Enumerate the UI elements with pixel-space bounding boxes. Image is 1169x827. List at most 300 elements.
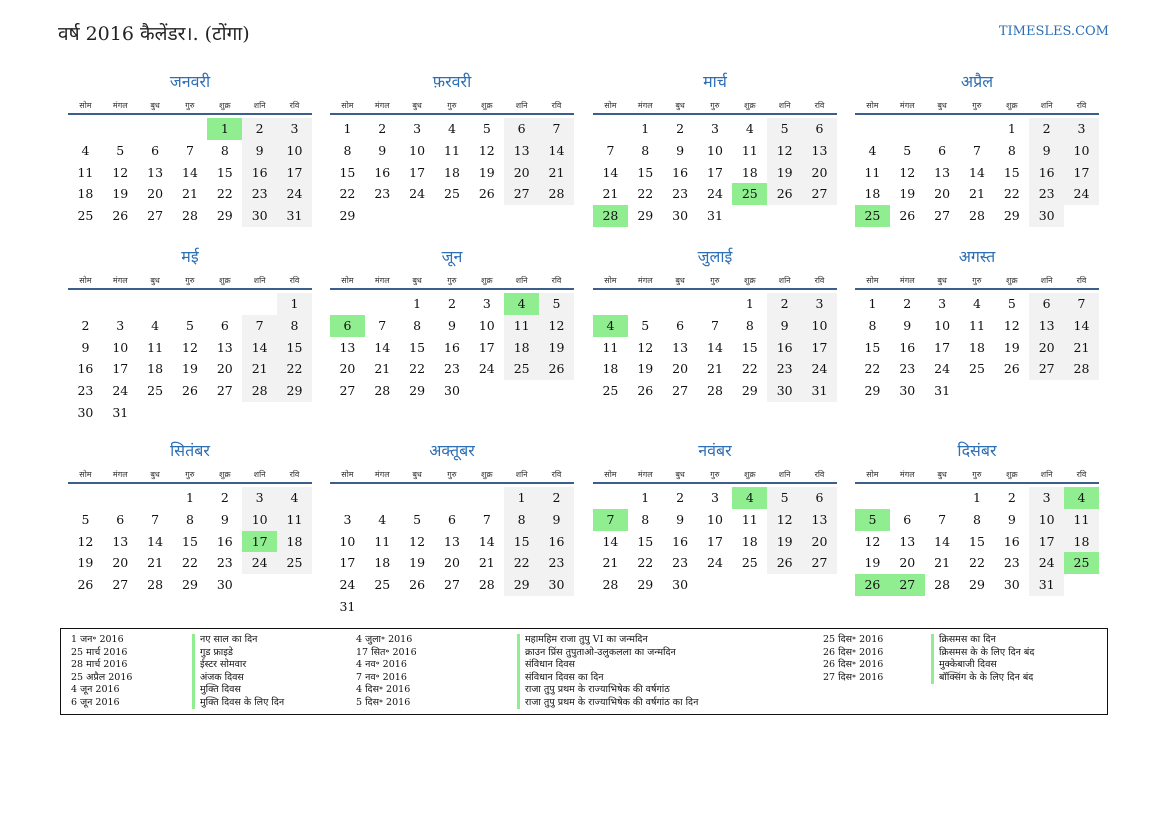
day-cell[interactable]: 29 — [1003, 208, 1020, 224]
day-cell[interactable]: 15 — [969, 533, 985, 549]
day-cell[interactable]: 13 — [147, 164, 164, 180]
day-cell[interactable]: 15 — [741, 339, 758, 355]
day-cell[interactable]: 8 — [220, 142, 229, 158]
day-cell[interactable]: 21 — [242, 358, 277, 380]
day-cell[interactable]: 25 — [504, 358, 539, 380]
holiday-day-cell[interactable]: 26 — [855, 574, 890, 596]
day-cell[interactable]: 26 — [77, 577, 94, 593]
day-cell[interactable]: 22 — [339, 186, 356, 202]
day-cell[interactable]: 7 — [938, 511, 947, 527]
day-cell[interactable]: 5 — [185, 317, 194, 333]
day-cell[interactable]: 15 — [339, 164, 356, 180]
day-cell[interactable]: 23 — [1029, 183, 1064, 205]
day-cell[interactable]: 1 — [641, 490, 650, 505]
day-cell[interactable]: 12 — [409, 533, 426, 549]
day-cell[interactable]: 30 — [767, 380, 802, 402]
day-cell[interactable]: 9 — [676, 511, 685, 527]
day-cell[interactable]: 2 — [1007, 490, 1016, 505]
day-cell[interactable]: 20 — [1029, 337, 1064, 359]
day-cell[interactable]: 29 — [339, 208, 356, 224]
day-cell[interactable]: 20 — [934, 186, 951, 202]
day-cell[interactable]: 6 — [151, 142, 160, 158]
day-cell[interactable]: 21 — [602, 555, 619, 571]
day-cell[interactable]: 6 — [903, 511, 912, 527]
day-cell[interactable]: 12 — [864, 533, 881, 549]
day-cell[interactable]: 15 — [504, 531, 539, 553]
day-cell[interactable]: 17 — [1029, 531, 1064, 553]
day-cell[interactable]: 29 — [216, 208, 233, 224]
day-cell[interactable]: 5 — [641, 317, 650, 333]
day-cell[interactable]: 24 — [242, 552, 277, 574]
holiday-day-cell[interactable]: 28 — [593, 205, 628, 227]
day-cell[interactable]: 25 — [77, 208, 94, 224]
day-cell[interactable]: 19 — [409, 555, 426, 571]
day-cell[interactable]: 13 — [504, 140, 539, 162]
day-cell[interactable]: 18 — [969, 339, 985, 355]
day-cell[interactable]: 8 — [504, 509, 539, 531]
day-cell[interactable]: 4 — [972, 296, 981, 311]
day-cell[interactable]: 27 — [672, 383, 689, 399]
day-cell[interactable]: 27 — [802, 552, 837, 574]
day-cell[interactable]: 20 — [504, 162, 539, 184]
day-cell[interactable]: 19 — [637, 361, 654, 377]
day-cell[interactable]: 24 — [934, 361, 951, 377]
day-cell[interactable]: 26 — [478, 186, 495, 202]
day-cell[interactable]: 3 — [116, 317, 125, 333]
day-cell[interactable]: 22 — [741, 361, 758, 377]
day-cell[interactable]: 8 — [185, 511, 194, 527]
day-cell[interactable]: 3 — [343, 511, 352, 527]
day-cell[interactable]: 28 — [478, 577, 495, 593]
day-cell[interactable]: 3 — [277, 118, 312, 140]
day-cell[interactable]: 22 — [637, 555, 654, 571]
day-cell[interactable]: 30 — [216, 577, 233, 593]
day-cell[interactable]: 6 — [116, 511, 125, 527]
day-cell[interactable]: 12 — [478, 142, 495, 158]
day-cell[interactable]: 19 — [77, 555, 94, 571]
day-cell[interactable]: 20 — [339, 361, 356, 377]
day-cell[interactable]: 13 — [339, 339, 356, 355]
day-cell[interactable]: 7 — [539, 118, 574, 140]
day-cell[interactable]: 24 — [478, 361, 495, 377]
day-cell[interactable]: 18 — [277, 531, 312, 553]
day-cell[interactable]: 14 — [969, 164, 985, 180]
day-cell[interactable]: 23 — [374, 186, 391, 202]
day-cell[interactable]: 10 — [339, 533, 356, 549]
day-cell[interactable]: 9 — [81, 339, 90, 355]
day-cell[interactable]: 9 — [539, 509, 574, 531]
day-cell[interactable]: 25 — [969, 361, 985, 377]
day-cell[interactable]: 13 — [802, 509, 837, 531]
day-cell[interactable]: 9 — [767, 315, 802, 337]
day-cell[interactable]: 27 — [1029, 358, 1064, 380]
day-cell[interactable]: 6 — [938, 142, 947, 158]
day-cell[interactable]: 19 — [864, 555, 881, 571]
day-cell[interactable]: 30 — [242, 205, 277, 227]
day-cell[interactable]: 30 — [1029, 205, 1064, 227]
day-cell[interactable]: 13 — [444, 533, 460, 549]
day-cell[interactable]: 12 — [182, 339, 198, 355]
day-cell[interactable]: 21 — [374, 361, 391, 377]
day-cell[interactable]: 7 — [242, 315, 277, 337]
day-cell[interactable]: 10 — [277, 140, 312, 162]
day-cell[interactable]: 30 — [672, 577, 689, 593]
day-cell[interactable]: 29 — [504, 574, 539, 596]
day-cell[interactable]: 1 — [972, 490, 981, 505]
day-cell[interactable]: 7 — [1064, 293, 1099, 315]
day-cell[interactable]: 19 — [767, 162, 802, 184]
day-cell[interactable]: 30 — [899, 383, 916, 399]
day-cell[interactable]: 22 — [182, 555, 198, 571]
day-cell[interactable]: 8 — [868, 317, 877, 333]
day-cell[interactable]: 11 — [741, 142, 758, 158]
day-cell[interactable]: 13 — [216, 339, 233, 355]
day-cell[interactable]: 4 — [868, 142, 877, 158]
day-cell[interactable]: 16 — [77, 361, 94, 377]
day-cell[interactable]: 11 — [147, 339, 164, 355]
day-cell[interactable]: 28 — [934, 577, 951, 593]
day-cell[interactable]: 9 — [242, 140, 277, 162]
day-cell[interactable]: 12 — [1003, 317, 1020, 333]
day-cell[interactable]: 6 — [1029, 293, 1064, 315]
day-cell[interactable]: 8 — [972, 511, 981, 527]
day-cell[interactable]: 22 — [864, 361, 881, 377]
day-cell[interactable]: 11 — [1064, 509, 1099, 531]
day-cell[interactable]: 15 — [182, 533, 198, 549]
day-cell[interactable]: 25 — [602, 383, 619, 399]
day-cell[interactable]: 11 — [602, 339, 619, 355]
day-cell[interactable]: 18 — [602, 361, 619, 377]
day-cell[interactable]: 14 — [147, 533, 164, 549]
day-cell[interactable]: 10 — [112, 339, 129, 355]
day-cell[interactable]: 31 — [112, 404, 129, 420]
holiday-day-cell[interactable]: 4 — [732, 487, 767, 509]
day-cell[interactable]: 14 — [182, 164, 198, 180]
day-cell[interactable]: 22 — [216, 186, 233, 202]
day-cell[interactable]: 17 — [1064, 162, 1099, 184]
day-cell[interactable]: 28 — [602, 577, 619, 593]
day-cell[interactable]: 25 — [444, 186, 460, 202]
day-cell[interactable]: 28 — [707, 383, 723, 399]
day-cell[interactable]: 21 — [602, 186, 619, 202]
day-cell[interactable]: 10 — [1029, 509, 1064, 531]
day-cell[interactable]: 20 — [802, 162, 837, 184]
day-cell[interactable]: 21 — [182, 186, 198, 202]
day-cell[interactable]: 7 — [151, 511, 160, 527]
day-cell[interactable]: 27 — [112, 577, 129, 593]
day-cell[interactable]: 15 — [637, 533, 654, 549]
day-cell[interactable]: 26 — [539, 358, 574, 380]
day-cell[interactable]: 30 — [539, 574, 574, 596]
day-cell[interactable]: 21 — [478, 555, 495, 571]
site-link[interactable]: TIMESLES.COM — [998, 24, 1109, 39]
day-cell[interactable]: 2 — [220, 490, 229, 505]
day-cell[interactable]: 4 — [745, 121, 754, 136]
day-cell[interactable]: 1 — [504, 487, 539, 509]
day-cell[interactable]: 17 — [707, 533, 723, 549]
day-cell[interactable]: 29 — [969, 577, 985, 593]
day-cell[interactable]: 31 — [707, 208, 723, 224]
day-cell[interactable]: 28 — [374, 383, 391, 399]
day-cell[interactable]: 24 — [1029, 552, 1064, 574]
day-cell[interactable]: 5 — [1007, 296, 1016, 311]
day-cell[interactable]: 29 — [182, 577, 198, 593]
day-cell[interactable]: 4 — [378, 511, 387, 527]
holiday-day-cell[interactable]: 4 — [1064, 487, 1099, 509]
day-cell[interactable]: 13 — [802, 140, 837, 162]
day-cell[interactable]: 14 — [602, 164, 619, 180]
day-cell[interactable]: 29 — [637, 208, 654, 224]
day-cell[interactable]: 24 — [112, 383, 129, 399]
day-cell[interactable]: 12 — [539, 315, 574, 337]
day-cell[interactable]: 2 — [903, 296, 912, 311]
day-cell[interactable]: 18 — [864, 186, 881, 202]
day-cell[interactable]: 22 — [969, 555, 985, 571]
day-cell[interactable]: 11 — [77, 164, 94, 180]
day-cell[interactable]: 9 — [903, 317, 912, 333]
day-cell[interactable]: 20 — [672, 361, 689, 377]
day-cell[interactable]: 18 — [741, 164, 758, 180]
day-cell[interactable]: 22 — [1003, 186, 1020, 202]
day-cell[interactable]: 31 — [802, 380, 837, 402]
day-cell[interactable]: 10 — [707, 511, 723, 527]
day-cell[interactable]: 11 — [969, 317, 985, 333]
day-cell[interactable]: 9 — [1007, 511, 1016, 527]
day-cell[interactable]: 23 — [767, 358, 802, 380]
day-cell[interactable]: 2 — [242, 118, 277, 140]
day-cell[interactable]: 5 — [767, 487, 802, 509]
day-cell[interactable]: 20 — [147, 186, 164, 202]
day-cell[interactable]: 15 — [1003, 164, 1020, 180]
day-cell[interactable]: 17 — [339, 555, 356, 571]
day-cell[interactable]: 13 — [672, 339, 689, 355]
day-cell[interactable]: 26 — [1003, 361, 1020, 377]
day-cell[interactable]: 20 — [112, 555, 129, 571]
day-cell[interactable]: 17 — [112, 361, 129, 377]
day-cell[interactable]: 2 — [676, 490, 685, 505]
day-cell[interactable]: 16 — [242, 162, 277, 184]
day-cell[interactable]: 14 — [242, 337, 277, 359]
day-cell[interactable]: 30 — [444, 383, 460, 399]
day-cell[interactable]: 2 — [676, 121, 685, 136]
day-cell[interactable]: 19 — [182, 361, 198, 377]
day-cell[interactable]: 3 — [1029, 487, 1064, 509]
day-cell[interactable]: 8 — [1007, 142, 1016, 158]
day-cell[interactable]: 23 — [672, 186, 689, 202]
day-cell[interactable]: 15 — [637, 164, 654, 180]
day-cell[interactable]: 4 — [151, 317, 160, 333]
day-cell[interactable]: 7 — [378, 317, 387, 333]
day-cell[interactable]: 18 — [147, 361, 164, 377]
holiday-day-cell[interactable]: 4 — [504, 293, 539, 315]
day-cell[interactable]: 16 — [444, 339, 460, 355]
day-cell[interactable]: 19 — [899, 186, 916, 202]
day-cell[interactable]: 24 — [802, 358, 837, 380]
day-cell[interactable]: 27 — [147, 208, 164, 224]
day-cell[interactable]: 21 — [934, 555, 951, 571]
day-cell[interactable]: 23 — [539, 552, 574, 574]
day-cell[interactable]: 27 — [934, 208, 951, 224]
holiday-day-cell[interactable]: 25 — [732, 183, 767, 205]
day-cell[interactable]: 11 — [444, 142, 460, 158]
day-cell[interactable]: 24 — [707, 186, 723, 202]
day-cell[interactable]: 13 — [112, 533, 129, 549]
day-cell[interactable]: 17 — [707, 164, 723, 180]
holiday-day-cell[interactable]: 5 — [855, 509, 890, 531]
day-cell[interactable]: 28 — [969, 208, 985, 224]
day-cell[interactable]: 28 — [242, 380, 277, 402]
day-cell[interactable]: 13 — [1029, 315, 1064, 337]
day-cell[interactable]: 17 — [277, 162, 312, 184]
day-cell[interactable]: 25 — [147, 383, 164, 399]
day-cell[interactable]: 24 — [1064, 183, 1099, 205]
day-cell[interactable]: 19 — [767, 531, 802, 553]
day-cell[interactable]: 15 — [864, 339, 881, 355]
day-cell[interactable]: 10 — [707, 142, 723, 158]
day-cell[interactable]: 28 — [182, 208, 198, 224]
day-cell[interactable]: 7 — [185, 142, 194, 158]
day-cell[interactable]: 12 — [767, 509, 802, 531]
day-cell[interactable]: 14 — [539, 140, 574, 162]
day-cell[interactable]: 5 — [116, 142, 125, 158]
day-cell[interactable]: 3 — [242, 487, 277, 509]
day-cell[interactable]: 1 — [745, 296, 754, 311]
day-cell[interactable]: 3 — [802, 293, 837, 315]
day-cell[interactable]: 14 — [707, 339, 723, 355]
holiday-day-cell[interactable]: 17 — [242, 531, 277, 553]
day-cell[interactable]: 16 — [1029, 162, 1064, 184]
day-cell[interactable]: 2 — [1029, 118, 1064, 140]
day-cell[interactable]: 15 — [277, 337, 312, 359]
day-cell[interactable]: 18 — [444, 164, 460, 180]
day-cell[interactable]: 16 — [672, 164, 689, 180]
day-cell[interactable]: 14 — [934, 533, 951, 549]
day-cell[interactable]: 27 — [802, 183, 837, 205]
day-cell[interactable]: 27 — [504, 183, 539, 205]
day-cell[interactable]: 3 — [710, 490, 719, 505]
day-cell[interactable]: 20 — [802, 531, 837, 553]
day-cell[interactable]: 5 — [81, 511, 90, 527]
day-cell[interactable]: 16 — [1003, 533, 1020, 549]
day-cell[interactable]: 17 — [409, 164, 426, 180]
holiday-day-cell[interactable]: 1 — [207, 118, 242, 140]
day-cell[interactable]: 9 — [378, 142, 387, 158]
day-cell[interactable]: 26 — [409, 577, 426, 593]
day-cell[interactable]: 12 — [637, 339, 654, 355]
day-cell[interactable]: 19 — [539, 337, 574, 359]
day-cell[interactable]: 26 — [637, 383, 654, 399]
day-cell[interactable]: 21 — [1064, 337, 1099, 359]
day-cell[interactable]: 20 — [216, 361, 233, 377]
day-cell[interactable]: 3 — [1064, 118, 1099, 140]
day-cell[interactable]: 18 — [1064, 531, 1099, 553]
day-cell[interactable]: 9 — [676, 142, 685, 158]
day-cell[interactable]: 13 — [899, 533, 916, 549]
day-cell[interactable]: 17 — [934, 339, 951, 355]
day-cell[interactable]: 26 — [767, 183, 802, 205]
day-cell[interactable]: 29 — [637, 577, 654, 593]
day-cell[interactable]: 3 — [482, 296, 491, 311]
day-cell[interactable]: 7 — [482, 511, 491, 527]
day-cell[interactable]: 31 — [934, 383, 951, 399]
day-cell[interactable]: 16 — [672, 533, 689, 549]
day-cell[interactable]: 18 — [504, 337, 539, 359]
day-cell[interactable]: 8 — [745, 317, 754, 333]
day-cell[interactable]: 30 — [77, 404, 94, 420]
day-cell[interactable]: 23 — [899, 361, 916, 377]
day-cell[interactable]: 2 — [767, 293, 802, 315]
day-cell[interactable]: 10 — [242, 509, 277, 531]
day-cell[interactable]: 6 — [220, 317, 229, 333]
day-cell[interactable]: 16 — [539, 531, 574, 553]
day-cell[interactable]: 23 — [1003, 555, 1020, 571]
day-cell[interactable]: 25 — [741, 555, 758, 571]
day-cell[interactable]: 23 — [444, 361, 460, 377]
day-cell[interactable]: 23 — [216, 555, 233, 571]
day-cell[interactable]: 28 — [539, 183, 574, 205]
day-cell[interactable]: 21 — [707, 361, 723, 377]
day-cell[interactable]: 3 — [413, 121, 422, 136]
day-cell[interactable]: 9 — [447, 317, 456, 333]
day-cell[interactable]: 2 — [378, 121, 387, 136]
day-cell[interactable]: 11 — [741, 511, 758, 527]
day-cell[interactable]: 12 — [112, 164, 129, 180]
day-cell[interactable]: 4 — [81, 142, 90, 158]
day-cell[interactable]: 23 — [672, 555, 689, 571]
day-cell[interactable]: 1 — [641, 121, 650, 136]
day-cell[interactable]: 5 — [482, 121, 491, 136]
day-cell[interactable]: 1 — [868, 296, 877, 311]
day-cell[interactable]: 2 — [539, 487, 574, 509]
day-cell[interactable]: 17 — [478, 339, 495, 355]
day-cell[interactable]: 14 — [478, 533, 495, 549]
day-cell[interactable]: 7 — [972, 142, 981, 158]
day-cell[interactable]: 1 — [413, 296, 422, 311]
day-cell[interactable]: 27 — [444, 577, 460, 593]
day-cell[interactable]: 11 — [504, 315, 539, 337]
day-cell[interactable]: 3 — [938, 296, 947, 311]
day-cell[interactable]: 22 — [277, 358, 312, 380]
day-cell[interactable]: 15 — [216, 164, 233, 180]
day-cell[interactable]: 31 — [1029, 574, 1064, 596]
day-cell[interactable]: 31 — [339, 598, 356, 614]
day-cell[interactable]: 20 — [444, 555, 460, 571]
day-cell[interactable]: 19 — [1003, 339, 1020, 355]
day-cell[interactable]: 28 — [147, 577, 164, 593]
day-cell[interactable]: 26 — [112, 208, 129, 224]
day-cell[interactable]: 18 — [77, 186, 94, 202]
day-cell[interactable]: 29 — [409, 383, 426, 399]
day-cell[interactable]: 14 — [602, 533, 619, 549]
day-cell[interactable]: 26 — [899, 208, 916, 224]
day-cell[interactable]: 29 — [277, 380, 312, 402]
day-cell[interactable]: 22 — [504, 552, 539, 574]
day-cell[interactable]: 18 — [374, 555, 391, 571]
holiday-day-cell[interactable]: 6 — [330, 315, 365, 337]
day-cell[interactable]: 19 — [112, 186, 129, 202]
day-cell[interactable]: 6 — [447, 511, 456, 527]
day-cell[interactable]: 20 — [899, 555, 916, 571]
day-cell[interactable]: 23 — [242, 183, 277, 205]
day-cell[interactable]: 12 — [767, 140, 802, 162]
day-cell[interactable]: 21 — [147, 555, 164, 571]
day-cell[interactable]: 22 — [637, 186, 654, 202]
day-cell[interactable]: 11 — [864, 164, 881, 180]
day-cell[interactable]: 5 — [413, 511, 422, 527]
day-cell[interactable]: 10 — [409, 142, 426, 158]
holiday-day-cell[interactable]: 27 — [890, 574, 925, 596]
day-cell[interactable]: 9 — [220, 511, 229, 527]
